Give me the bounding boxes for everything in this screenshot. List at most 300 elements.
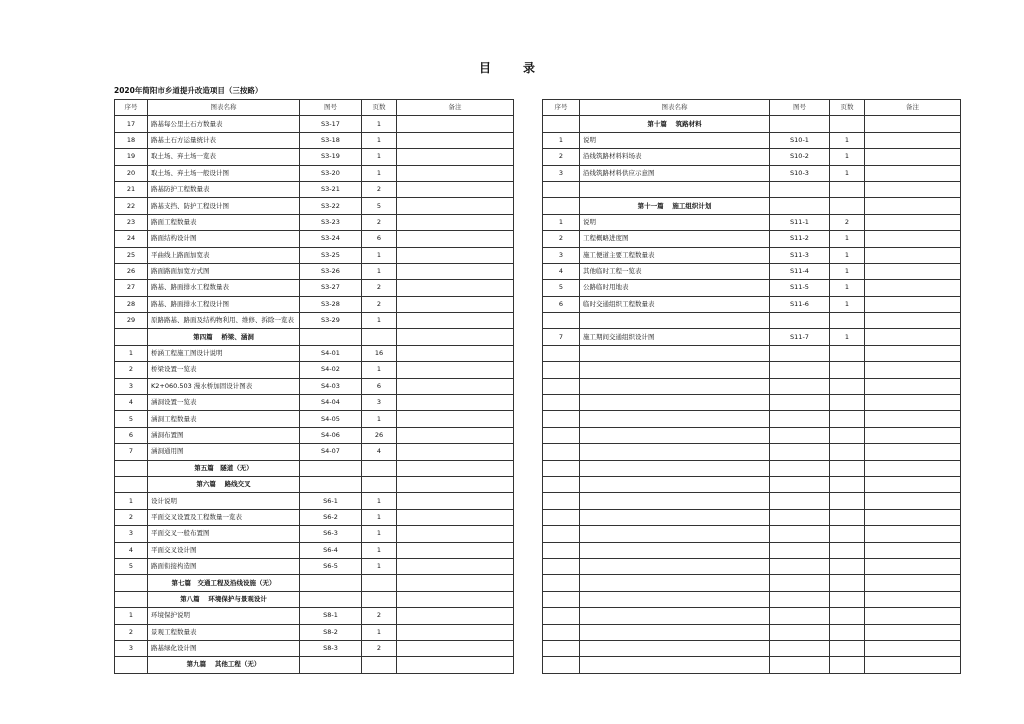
section-index-cell <box>543 116 580 132</box>
empty-cell <box>865 575 961 591</box>
empty-row <box>543 509 961 525</box>
empty-cell <box>865 542 961 558</box>
row-remarks <box>397 296 514 312</box>
row-index: 3 <box>115 378 148 394</box>
empty-cell <box>580 509 770 525</box>
left-contents-table <box>114 99 514 674</box>
row-remarks <box>397 247 514 263</box>
row-pages: 1 <box>362 509 397 525</box>
section-title: 第五篇 隧道（无） <box>148 460 300 476</box>
empty-cell <box>830 558 865 574</box>
empty-row <box>543 608 961 624</box>
empty-cell <box>770 345 830 361</box>
empty-cell <box>830 509 865 525</box>
row-code: S11-4 <box>770 263 830 279</box>
table-row <box>543 149 961 165</box>
row-name: 路面衔接构造图 <box>148 558 300 574</box>
empty-cell <box>770 657 830 673</box>
row-pages: 6 <box>362 231 397 247</box>
empty-cell <box>770 575 830 591</box>
row-pages: 3 <box>362 395 397 411</box>
row-code: S6-3 <box>300 526 362 542</box>
table-header-row <box>115 100 514 116</box>
empty-cell <box>865 362 961 378</box>
empty-cell <box>865 591 961 607</box>
section-remarks-cell <box>397 657 514 673</box>
row-index: 17 <box>115 116 148 132</box>
row-remarks <box>397 558 514 574</box>
empty-cell <box>865 640 961 656</box>
empty-cell <box>830 608 865 624</box>
empty-cell <box>543 476 580 492</box>
empty-row <box>543 640 961 656</box>
header-code: 图号 <box>770 100 830 116</box>
empty-cell <box>770 427 830 443</box>
row-name: 涵洞设置一览表 <box>148 395 300 411</box>
row-pages: 1 <box>362 493 397 509</box>
empty-cell <box>580 427 770 443</box>
section-code-cell <box>770 198 830 214</box>
row-remarks <box>397 132 514 148</box>
section-pages-cell <box>830 116 865 132</box>
row-remarks <box>865 214 961 230</box>
empty-cell <box>865 345 961 361</box>
section-code-cell <box>300 476 362 492</box>
empty-cell <box>580 558 770 574</box>
section-title: 第十一篇 施工组织计划 <box>580 198 770 214</box>
empty-row <box>543 476 961 492</box>
header-remarks: 备注 <box>865 100 961 116</box>
row-code: S11-5 <box>770 280 830 296</box>
empty-cell <box>830 640 865 656</box>
row-name: 平曲线上路面加宽表 <box>148 247 300 263</box>
header-name: 图表名称 <box>580 100 770 116</box>
empty-cell <box>830 362 865 378</box>
row-name: 桥梁设置一览表 <box>148 362 300 378</box>
row-pages: 2 <box>362 608 397 624</box>
table-row <box>115 247 514 263</box>
row-name: 说明 <box>580 214 770 230</box>
table-row <box>543 231 961 247</box>
empty-cell <box>580 411 770 427</box>
row-index: 21 <box>115 181 148 197</box>
table-row <box>115 231 514 247</box>
row-code: S3-20 <box>300 165 362 181</box>
row-index: 5 <box>115 558 148 574</box>
row-remarks <box>397 395 514 411</box>
row-index: 28 <box>115 296 148 312</box>
empty-cell <box>865 460 961 476</box>
row-remarks <box>865 296 961 312</box>
empty-cell <box>543 313 580 329</box>
section-pages-cell <box>362 460 397 476</box>
empty-row <box>543 345 961 361</box>
table-row <box>115 526 514 542</box>
table-row <box>543 263 961 279</box>
row-remarks <box>397 165 514 181</box>
empty-cell <box>865 378 961 394</box>
row-index: 1 <box>543 132 580 148</box>
right-contents-table <box>542 99 961 674</box>
empty-cell <box>770 542 830 558</box>
table-row <box>115 116 514 132</box>
row-name: K2+060.503 漫水桥加固设计图表 <box>148 378 300 394</box>
empty-cell <box>865 476 961 492</box>
section-row <box>543 198 961 214</box>
section-code-cell <box>300 575 362 591</box>
empty-cell <box>543 444 580 460</box>
section-title: 第六篇 路线交叉 <box>148 476 300 492</box>
row-remarks <box>397 362 514 378</box>
row-remarks <box>397 345 514 361</box>
row-code: S3-28 <box>300 296 362 312</box>
empty-cell <box>770 624 830 640</box>
row-remarks <box>865 247 961 263</box>
empty-cell <box>770 640 830 656</box>
row-name: 取土场、弃土场一览表 <box>148 149 300 165</box>
empty-cell <box>830 575 865 591</box>
row-pages: 2 <box>362 640 397 656</box>
row-code: S10-2 <box>770 149 830 165</box>
section-pages-cell <box>362 591 397 607</box>
empty-cell <box>830 460 865 476</box>
table-row <box>115 427 514 443</box>
row-name: 桥涵工程施工图设计说明 <box>148 345 300 361</box>
row-name: 路基防护工程数量表 <box>148 181 300 197</box>
row-pages: 1 <box>362 526 397 542</box>
section-code-cell <box>300 591 362 607</box>
section-index-cell <box>115 476 148 492</box>
row-name: 施工期间交通组织设计图 <box>580 329 770 345</box>
row-name: 路基每公里土石方数量表 <box>148 116 300 132</box>
empty-cell <box>830 591 865 607</box>
row-index: 7 <box>543 329 580 345</box>
empty-row <box>543 378 961 394</box>
empty-cell <box>865 493 961 509</box>
row-name: 公路临时用地表 <box>580 280 770 296</box>
row-code: S3-27 <box>300 280 362 296</box>
table-row <box>543 247 961 263</box>
row-name: 平面交叉设置及工程数量一览表 <box>148 509 300 525</box>
header-remarks: 备注 <box>397 100 514 116</box>
empty-cell <box>580 542 770 558</box>
empty-row <box>543 526 961 542</box>
empty-cell <box>770 378 830 394</box>
row-remarks <box>397 624 514 640</box>
row-remarks <box>397 493 514 509</box>
empty-cell <box>865 444 961 460</box>
row-index: 2 <box>543 149 580 165</box>
row-code: S10-3 <box>770 165 830 181</box>
row-pages: 1 <box>362 558 397 574</box>
row-index: 18 <box>115 132 148 148</box>
row-code: S4-06 <box>300 427 362 443</box>
row-name: 路面工程数量表 <box>148 214 300 230</box>
empty-cell <box>543 460 580 476</box>
row-name: 平面交叉一般布置图 <box>148 526 300 542</box>
row-index: 1 <box>115 608 148 624</box>
empty-cell <box>543 542 580 558</box>
empty-cell <box>580 444 770 460</box>
header-code: 图号 <box>300 100 362 116</box>
row-pages: 26 <box>362 427 397 443</box>
row-code: S4-03 <box>300 378 362 394</box>
row-code: S11-2 <box>770 231 830 247</box>
row-name: 路基、路面排水工程设计图 <box>148 296 300 312</box>
row-index: 20 <box>115 165 148 181</box>
row-pages: 5 <box>362 198 397 214</box>
empty-row <box>543 542 961 558</box>
table-row <box>115 165 514 181</box>
row-name: 路基、路面排水工程数量表 <box>148 280 300 296</box>
row-index: 3 <box>543 247 580 263</box>
table-row <box>543 280 961 296</box>
empty-row <box>543 181 961 197</box>
section-title: 第九篇 其他工程（无） <box>148 657 300 673</box>
row-name: 沿线筑路材料供应示意图 <box>580 165 770 181</box>
section-title: 第七篇 交通工程及沿线设施（无） <box>148 575 300 591</box>
table-row <box>115 296 514 312</box>
row-code: S4-02 <box>300 362 362 378</box>
row-code: S3-22 <box>300 198 362 214</box>
section-index-cell <box>543 198 580 214</box>
empty-cell <box>543 509 580 525</box>
empty-cell <box>770 591 830 607</box>
row-index: 25 <box>115 247 148 263</box>
header-name: 图表名称 <box>148 100 300 116</box>
row-code: S10-1 <box>770 132 830 148</box>
empty-cell <box>543 591 580 607</box>
row-name: 原路路基、路面及结构物利用、维修、拆除一览表 <box>148 313 300 329</box>
empty-cell <box>543 427 580 443</box>
row-index: 7 <box>115 444 148 460</box>
row-pages: 1 <box>830 296 865 312</box>
table-row <box>115 624 514 640</box>
row-name: 路面路面加宽方式图 <box>148 263 300 279</box>
row-pages: 1 <box>362 263 397 279</box>
empty-cell <box>580 624 770 640</box>
empty-row <box>543 362 961 378</box>
empty-cell <box>865 526 961 542</box>
row-index: 2 <box>115 509 148 525</box>
row-index: 27 <box>115 280 148 296</box>
section-remarks-cell <box>397 460 514 476</box>
empty-cell <box>580 608 770 624</box>
empty-cell <box>865 558 961 574</box>
empty-cell <box>865 313 961 329</box>
row-remarks <box>865 263 961 279</box>
section-index-cell <box>115 329 148 345</box>
empty-cell <box>543 411 580 427</box>
empty-cell <box>770 509 830 525</box>
empty-row <box>543 591 961 607</box>
section-row <box>115 329 514 345</box>
empty-cell <box>543 493 580 509</box>
row-remarks <box>397 542 514 558</box>
row-pages: 2 <box>362 296 397 312</box>
section-pages-cell <box>362 329 397 345</box>
row-pages: 6 <box>362 378 397 394</box>
empty-cell <box>865 624 961 640</box>
row-pages: 16 <box>362 345 397 361</box>
row-code: S3-24 <box>300 231 362 247</box>
empty-cell <box>580 526 770 542</box>
row-code: S8-1 <box>300 608 362 624</box>
row-index: 4 <box>543 263 580 279</box>
empty-cell <box>865 427 961 443</box>
table-row <box>115 608 514 624</box>
row-pages: 1 <box>830 247 865 263</box>
table-row <box>115 181 514 197</box>
empty-row <box>543 411 961 427</box>
table-row <box>115 395 514 411</box>
table-row <box>115 444 514 460</box>
row-index: 29 <box>115 313 148 329</box>
row-code: S4-04 <box>300 395 362 411</box>
row-remarks <box>397 509 514 525</box>
row-pages: 1 <box>362 149 397 165</box>
section-remarks-cell <box>397 329 514 345</box>
empty-cell <box>543 608 580 624</box>
row-index: 22 <box>115 198 148 214</box>
header-pages: 页数 <box>830 100 865 116</box>
row-remarks <box>397 313 514 329</box>
empty-cell <box>543 575 580 591</box>
empty-cell <box>770 411 830 427</box>
section-row <box>115 476 514 492</box>
row-name: 涵洞布置图 <box>148 427 300 443</box>
row-code: S11-3 <box>770 247 830 263</box>
row-code: S11-6 <box>770 296 830 312</box>
row-name: 环境保护说明 <box>148 608 300 624</box>
row-name: 路基绿化设计图 <box>148 640 300 656</box>
table-row <box>543 296 961 312</box>
section-title: 第十篇 筑路材料 <box>580 116 770 132</box>
empty-cell <box>770 476 830 492</box>
empty-cell <box>830 476 865 492</box>
section-remarks-cell <box>397 575 514 591</box>
empty-cell <box>865 411 961 427</box>
table-row <box>115 362 514 378</box>
row-pages: 2 <box>362 280 397 296</box>
empty-cell <box>770 460 830 476</box>
table-row <box>115 509 514 525</box>
row-code: S3-23 <box>300 214 362 230</box>
empty-row <box>543 313 961 329</box>
row-code: S8-2 <box>300 624 362 640</box>
row-index: 1 <box>115 345 148 361</box>
row-name: 路基土石方运量统计表 <box>148 132 300 148</box>
row-remarks <box>397 231 514 247</box>
row-index: 2 <box>543 231 580 247</box>
section-remarks-cell <box>865 198 961 214</box>
row-pages: 1 <box>830 231 865 247</box>
empty-row <box>543 460 961 476</box>
empty-cell <box>580 395 770 411</box>
empty-row <box>543 427 961 443</box>
empty-cell <box>770 558 830 574</box>
empty-cell <box>580 362 770 378</box>
row-code: S8-3 <box>300 640 362 656</box>
table-row <box>115 263 514 279</box>
row-pages: 1 <box>362 542 397 558</box>
row-code: S4-07 <box>300 444 362 460</box>
row-code: S4-01 <box>300 345 362 361</box>
empty-cell <box>580 640 770 656</box>
empty-cell <box>830 427 865 443</box>
row-remarks <box>397 640 514 656</box>
row-index: 26 <box>115 263 148 279</box>
row-remarks <box>397 378 514 394</box>
empty-cell <box>580 313 770 329</box>
section-pages-cell <box>362 657 397 673</box>
row-remarks <box>397 198 514 214</box>
empty-cell <box>543 640 580 656</box>
row-pages: 1 <box>830 149 865 165</box>
row-name: 临时交通组织工程数量表 <box>580 296 770 312</box>
empty-cell <box>770 444 830 460</box>
empty-cell <box>580 575 770 591</box>
row-remarks <box>397 149 514 165</box>
row-remarks <box>397 608 514 624</box>
row-name: 设计说明 <box>148 493 300 509</box>
empty-cell <box>580 591 770 607</box>
empty-cell <box>830 657 865 673</box>
row-index: 5 <box>543 280 580 296</box>
empty-cell <box>830 378 865 394</box>
empty-cell <box>770 493 830 509</box>
empty-cell <box>543 378 580 394</box>
row-remarks <box>865 231 961 247</box>
empty-cell <box>830 411 865 427</box>
row-index: 2 <box>115 362 148 378</box>
empty-cell <box>580 378 770 394</box>
row-index: 5 <box>115 411 148 427</box>
row-code: S3-17 <box>300 116 362 132</box>
row-remarks <box>397 116 514 132</box>
table-row <box>543 329 961 345</box>
row-name: 平面交叉设计图 <box>148 542 300 558</box>
row-pages: 1 <box>830 263 865 279</box>
header-index: 序号 <box>115 100 148 116</box>
row-name: 取土场、弃土场一般设计图 <box>148 165 300 181</box>
row-remarks <box>397 444 514 460</box>
row-pages: 1 <box>362 247 397 263</box>
section-index-cell <box>115 591 148 607</box>
row-pages: 1 <box>362 624 397 640</box>
row-pages: 1 <box>362 411 397 427</box>
empty-row <box>543 657 961 673</box>
row-index: 6 <box>543 296 580 312</box>
table-row <box>115 378 514 394</box>
empty-cell <box>543 558 580 574</box>
section-row <box>115 575 514 591</box>
row-name: 施工便道主要工程数量表 <box>580 247 770 263</box>
table-header-row <box>543 100 961 116</box>
section-remarks-cell <box>397 476 514 492</box>
row-name: 工程概略进度图 <box>580 231 770 247</box>
row-code: S4-05 <box>300 411 362 427</box>
section-code-cell <box>770 116 830 132</box>
empty-cell <box>580 181 770 197</box>
row-code: S6-4 <box>300 542 362 558</box>
table-row <box>115 558 514 574</box>
table-row <box>115 493 514 509</box>
empty-cell <box>543 181 580 197</box>
table-row <box>115 640 514 656</box>
empty-row <box>543 624 961 640</box>
row-remarks <box>865 329 961 345</box>
